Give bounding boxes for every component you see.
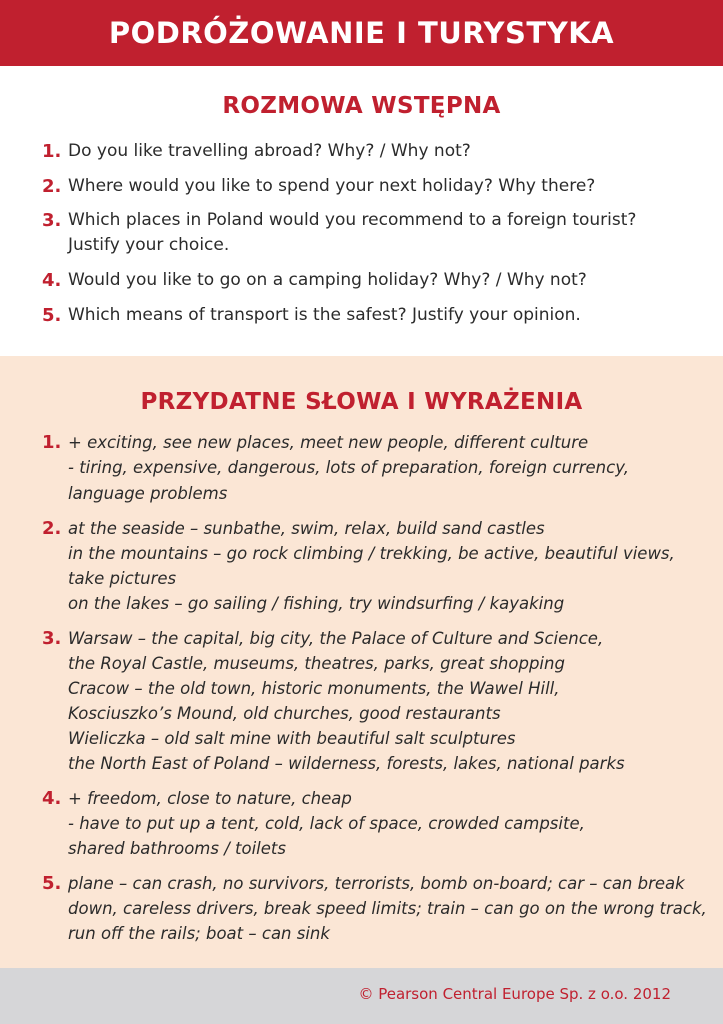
page-footer <box>0 968 723 1024</box>
item-line: language problems <box>68 484 228 503</box>
item-number: 3. <box>42 628 62 649</box>
question-number: 1. <box>42 141 62 162</box>
question-text: Justify your choice. <box>68 235 230 255</box>
question-number: 3. <box>42 210 62 231</box>
question-text: Which means of transport is the safest? Justify your opinion. <box>68 305 581 325</box>
section2-title: PRZYDATNE SŁOWA I WYRAŻENIA <box>140 389 583 415</box>
section1-title: ROZMOWA WSTĘPNA <box>222 93 501 119</box>
item-line: in the mountains – go rock climbing / trekking, be active, beautiful views, <box>68 544 675 563</box>
item-line: Warsaw – the capital, big city, the Palace of Culture and Science, <box>68 629 604 648</box>
item-number: 1. <box>42 432 62 453</box>
item-line: Cracow – the old town, historic monuments, the Wawel Hill, <box>68 679 560 698</box>
item-line: - tiring, expensive, dangerous, lots of preparation, foreign currency, <box>68 458 629 477</box>
question-text: Where would you like to spend your next holiday? Why there? <box>68 176 596 196</box>
item-line: down, careless drivers, break speed limits; train – can go on the wrong track, <box>68 899 707 918</box>
item-line: Kosciuszko’s Mound, old churches, good restaurants <box>68 704 501 723</box>
item-line: take pictures <box>68 569 177 588</box>
item-number: 2. <box>42 518 62 539</box>
question-text: Do you like travelling abroad? Why? / Why not? <box>68 141 471 161</box>
item-line: the North East of Poland – wilderness, forests, lakes, national parks <box>68 754 625 773</box>
item-line: run off the rails; boat – can sink <box>68 924 330 943</box>
item-line: on the lakes – go sailing / fishing, try windsurfing / kayaking <box>68 594 565 613</box>
item-line: at the seaside – sunbathe, swim, relax, build sand castles <box>68 519 545 538</box>
item-line: Wieliczka – old salt mine with beautiful salt sculptures <box>68 729 516 748</box>
question-number: 4. <box>42 270 62 291</box>
copyright-text: © Pearson Central Europe Sp. z o.o. 2012 <box>358 985 671 1003</box>
page-header <box>0 0 723 66</box>
item-line: + exciting, see new places, meet new people, different culture <box>68 433 589 452</box>
page-title: PODRÓŻOWANIE I TURYSTYKA <box>108 16 615 50</box>
question-number: 2. <box>42 176 62 197</box>
question-text: Which places in Poland would you recommend to a foreign tourist? <box>68 210 637 230</box>
item-number: 5. <box>42 873 62 894</box>
item-line: plane – can crash, no survivors, terrorists, bomb on-board; car – can break <box>68 874 685 893</box>
question-text: Would you like to go on a camping holiday? Why? / Why not? <box>68 270 587 290</box>
item-number: 4. <box>42 788 62 809</box>
item-line: the Royal Castle, museums, theatres, parks, great shopping <box>68 654 565 673</box>
item-line: - have to put up a tent, cold, lack of space, crowded campsite, <box>68 814 585 833</box>
item-line: shared bathrooms / toilets <box>68 839 286 858</box>
item-line: + freedom, close to nature, cheap <box>68 789 352 808</box>
question-number: 5. <box>42 305 62 326</box>
